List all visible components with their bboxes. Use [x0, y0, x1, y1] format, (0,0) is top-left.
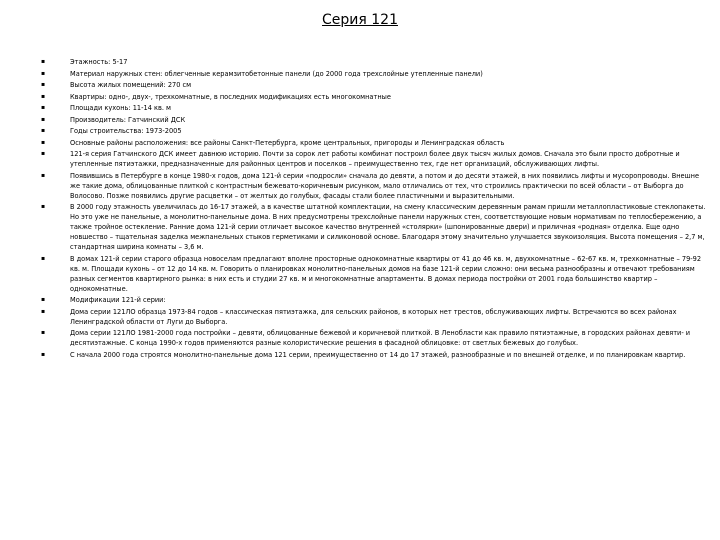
list-item: ▪ Квартиры: одно-, двух-, трехкомнатные, в последних модификациях есть многокомнатные — [70, 92, 710, 102]
list-item: ▪ Материал наружных стен: облегченные керамзитобетонные панели (до 2000 года трехслойные утепленные панели) — [70, 69, 710, 79]
list-item: ▪ С начала 2000 года строятся монолитно-панельные дома 121 серии, преимущественно от 14 до 17 этажей, разнообразные и по внешней отделке, и по планировкам квартир. — [70, 350, 710, 360]
list-item: ▪ Появившись в Петербурге в конце 1980-х годов, дома 121-й серии «подросли» сначала до девяти, а потом и до десяти этажей, в них появились лифты и мусоропроводы. Внешне же такие дома, облицованные плиткой с контрастным бежевато-коричневым рисунком, мало отличались от тех, что строились практически по всей области – от Выборга до Волосово. Позже появились другие расцветки – от желтых до голубых, фасады стали более пластичными и выразительными. — [70, 171, 710, 201]
list-item: ▪ Этажность: 5-17 — [70, 57, 710, 67]
list-item: ▪ 121-я серия Гатчинского ДСК имеет давнюю историю. Почти за сорок лет работы комбинат построил более двух тысяч жилых домов. Сначала это были просто добротные и утепленные пятиэтажки, предназначенные для районных центров и поселков – преимущественно тех, где нет организаций, обслуживающих лифты. — [70, 149, 710, 169]
list-item: ▪ Дома серии 121ЛО образца 1973-84 годов – классическая пятиэтажка, для сельских районов, в которых нет трестов, обслуживающих лифты. Встречаются во всех районах Ленинградской области от Луги до Выборга. — [70, 307, 710, 327]
list-item: ▪ Дома серии 121ЛО 1981-2000 года постройки – девяти, облицованные бежевой и коричневой плиткой. В Ленобласти как правило пятиэтажные, в городских районах девяти- и десятиэтажные. С конца 1990-х годов применяются разные колористические решения в фасадной облицовке: от светлых бежевых до голубых. — [70, 328, 710, 348]
list-item: ▪ Модификации 121-й серии: — [70, 295, 710, 305]
bullet-list — [70, 57, 710, 361]
list-item: ▪ Площади кухонь: 11-14 кв. м — [70, 103, 710, 113]
list-item: ▪ Годы строительства: 1973-2005 — [70, 126, 710, 136]
list-item: ▪ В домах 121-й серии старого образца новоселам предлагают вполне просторные однокомнатные квартиры от 41 до 46 кв. м, двухкомнатные – 62-67 кв. м, трехкомнатные – 79-92 кв. м. Площади кухонь – от 12 до 14 кв. м. Говорить о планировках монолитно-панельных домов на базе 121-й серии сложно: они весьма разнообразны и отвечают требованиям разных сегментов квартирного рынка: в них есть и студии 27 кв. м и многокомнатные апартаменты. В домах периода постройки от 2001 года большинство квартир – однокомнатные. — [70, 254, 710, 294]
page-title: Серия 121 — [322, 12, 398, 28]
list-item: ▪ Основные районы расположения: все районы Санкт-Петербурга, кроме центральных, пригороды и Ленинградская область — [70, 138, 710, 148]
list-item: ▪ Производитель: Гатчинский ДСК — [70, 115, 710, 125]
list-item: ▪ В 2000 году этажность увеличилась до 16-17 этажей, а в качестве штатной комплектации, на смену классическим деревянным рамам пришли металлопластиковые стеклопакеты. Но это уже не панельные, а монолитно-панельные дома. В них предусмотрены трехслойные панели наружных стен, соответствующие новым нормативам по теплосбережению, а также тройное остекление. Ранние дома 121-й серии отличает высокое качество внутренней «столярки» (шпонированные двери) и приличная «родная» отделка. Еще одно новшество – тщательная заделка межпанельных стыков герметиками и силиконовой основе. Благодаря этому значительно улучшается звукоизоляция. Высота помещения – 2,7 м, стандартная ширина комнаты – 3,6 м. — [70, 202, 710, 252]
list-item: ▪ Высота жилых помещений: 270 см — [70, 80, 710, 90]
